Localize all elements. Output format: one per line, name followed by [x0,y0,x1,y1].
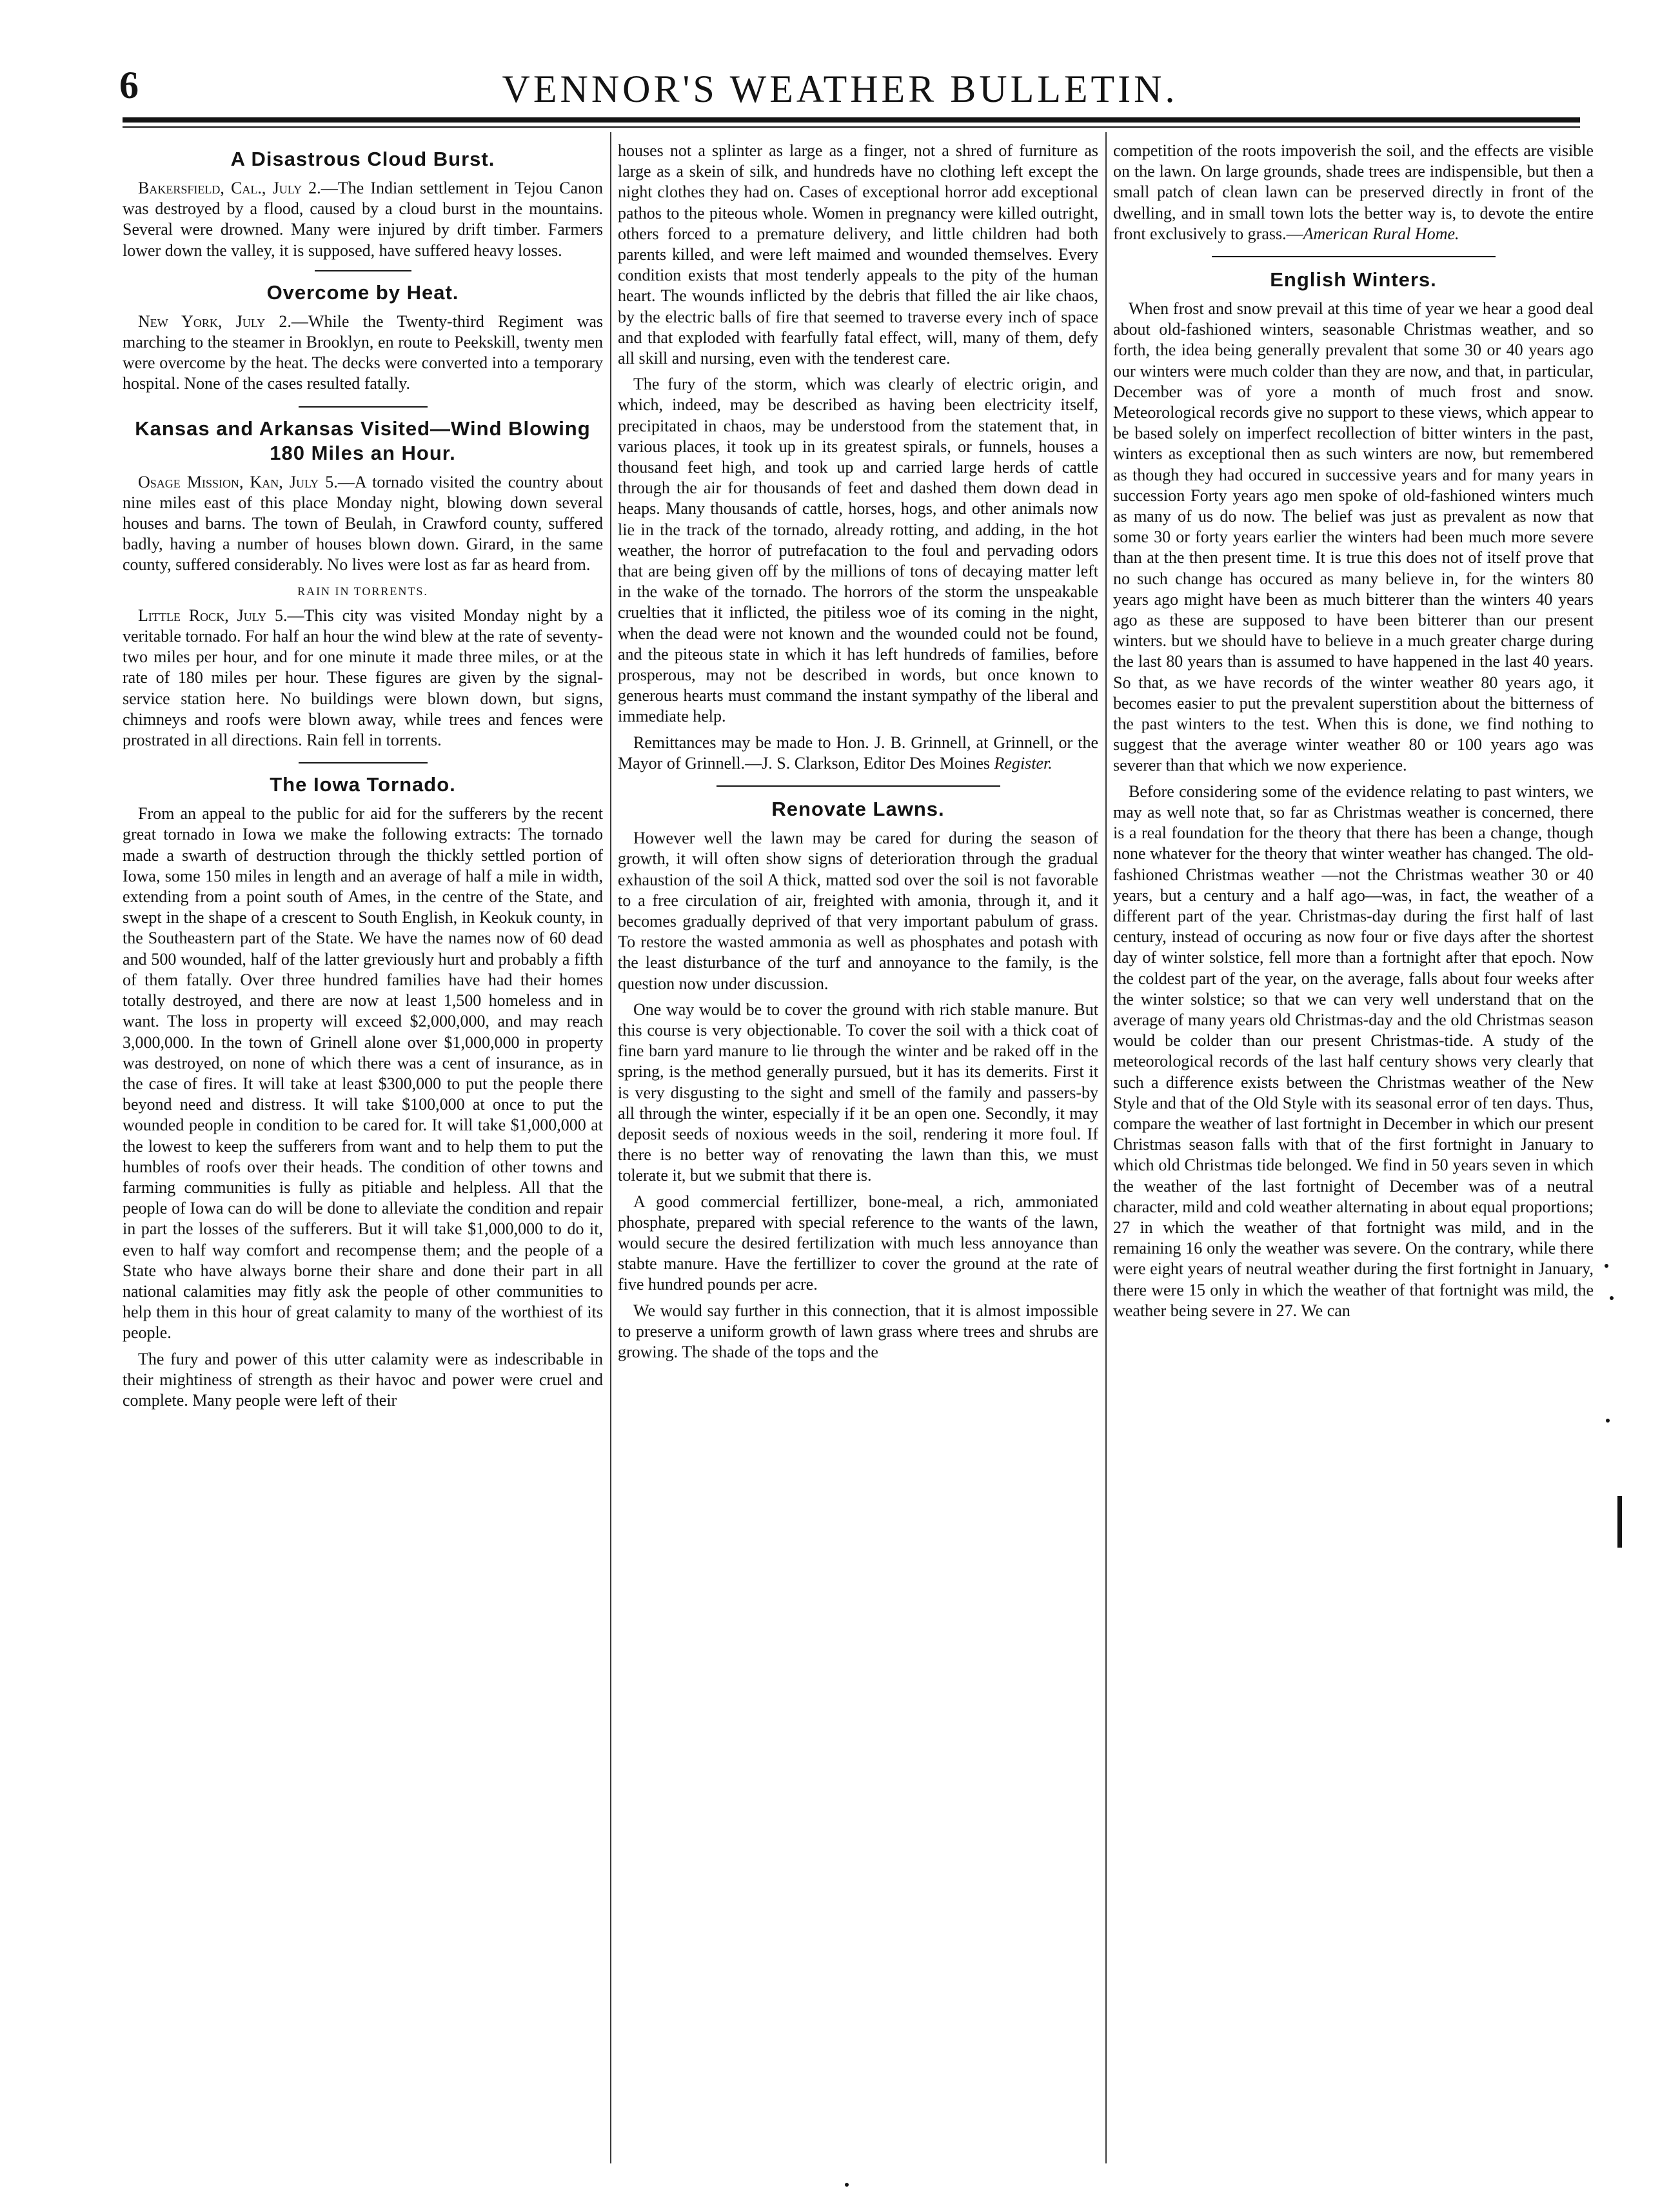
dateline: Bakersfield, Cal., July 2. [138,179,321,197]
article-title: Overcome by Heat. [266,281,459,304]
article-paragraph: One way would be to cover the ground with rich stable manure. But this course is very objectionable. To cover the soil with a thick coat of fine barn yard manure to lie through the winter and be raked off in the spring, is the method generally pursued, but it has its demerits. First it is very disgusting to the sight and smell of the family and passers-by all through the winter, especially if it be an open one. Secondly, it may deposit seeds of noxious weeds in the soil, rendering it more foul. If there is no better way of renovating the lawn than this, we must tolerate it, but we submit that there is. [618,1000,1098,1185]
section-divider [315,270,411,271]
column-1 [123,141,603,2172]
article-title: A Disastrous Cloud Burst. [230,148,495,170]
scan-mark [1617,1496,1622,1548]
article-paragraph [123,311,603,395]
article-paragraph: Before considering some of the evidence relating to past winters, we may as well note that, so far as Christmas weather is concerned, there is a real foundation for the theory that there has been a change, though none whatever for the theory that winter weather has changed. The old-fashioned Christmas weather —not the Christmas weather 30 or 40 years, but a century and a half ago—was, in fact, the weather of a different part of the year. Christmas-day during the first half of last century, instead of occuring as now four or five days after the shortest day of winter solstice, fell more than a fortnight after that epoch. Now the coldest part of the year, on the average, falls about four weeks after the winter solstice; so that we can very well understand that on the average of many years old Christmas-day and the old Christmas season would be colder than our present Christmas-tide. A study of the meteorological records of the last half century shows very clearly that such a difference exists between the Christmas weather of the New Style and that of the Old Style with its seasonal error of ten days. Thus, compare the weather of last fortnight in December in which our present Christmas season falls with that of the first fortnight in January to which old Christmas tide belonged. We find in 50 years seven in which the weather of the last fortnight of December was of a neutral character, mild and cold weather alternating in about equal proportions; 27 in which the weather of that fortnight was mild, and in the remaining 16 only the weather was severe. On the contrary, while there were eight years of neutral weather during the first fortnight in January, there were 15 only in which the weather of that fortnight was mild, the weather being severe in 27. We can [1113,782,1594,1320]
article-paragraph: The fury of the storm, which was clearly of electric origin, and which, indeed, may be described as having been electricity itself, precipitated in chaos, may be understood from the statement that, in various places, it took up in its greatest spirals, or funnels, houses a thousand feet high, and took up and carried large herds of cattle through the air for thousands of feet and dashed them down dead in heaps. Many thousands of cattle, horses, hogs, and other animals now lie in the track of the tornado, already rotting, and adding, in the hot weather, the horror of putrefacation to the foul and pervading odors that are being given off by the millions of tons of decaying matter left in the wake of the tornado. The horrors of the storm the unspeakable cruelties that it inflicted, the pitiless woe of its coming in the night, when the dead were not known and the wounded could not be found, and the piteous state in which it has left hundreds of families, before prosperous, may not be described in words, but once known to generous hearts must command the instant sympathy of the liberal and immediate help. [618,375,1098,726]
publication-title: VENNOR'S WEATHER BULLETIN. [502,68,1178,110]
article-paragraph [618,733,1098,774]
article-paragraph: However well the lawn may be cared for during the season of growth, it will often show signs of deterioration through the gradual exhaustion of the soil A thick, matted sod over the soil is not favorable to a free circulation of air, freighted with amonia, through it, and it becomes gradually deprived of that very important pabulum of grass. To restore the wasted ammonia as well as phosphates and potash with the least disturbance of the turf and annoyance to the family, is the question now under discussion. [618,829,1098,993]
section-divider [716,785,1000,787]
article-paragraph: A good commercial fertillizer, bone-meal, a rich, ammoniated phosphate, prepared with special reference to the wants of the lawn, would secure the desired fertilization with much less annoyance than stabte manure. Have the fertillizer to cover the ground at the rate of five hundred pounds per acre. [618,1192,1098,1294]
article-paragraph [123,178,603,261]
article-paragraph: The fury and power of this utter calamity were as indescribable in their mightiness of strength as their havoc and power were cruel and complete. Many people were left of their [123,1349,603,1410]
section-divider [1212,256,1496,257]
dateline: Osage Mission, Kan, July 5. [138,472,338,491]
article-text: —A tornado visited the country about nine miles east of this place Monday night, blowing down several houses and barns. The town of Beulah, in Crawford county, suffered badly, having a number of houses blown down. Girard, in the same county, suffered considerably. No lives were lost as far as heard from. [123,472,603,575]
dateline: Little Rock, July 5. [138,606,288,625]
article-text: —The Indian settlement in Tejou Canon was destroyed by a flood, caused by a cloud burst in the mountains. Several were drowned. Many were injured by drift timber. Farmers lower down the valley, it is supposed, have suffered heavy losses. [123,179,603,260]
page-number: 6 [119,64,139,106]
header-rule-thick [123,117,1580,123]
article-paragraph: From an appeal to the public for aid for the sufferers by the recent great tornado in Iowa we make the following extracts: The tornado made a swarth of destruction through the thickly settled portion of Iowa, some 150 miles in length and an average of half a mile in width, extending from a point south of Ames, in the centre of the State, and swept in the shape of a crescent to South English, in Keokuk county, in the Southeastern part of the State. We have the names now of 60 dead and 500 wounded, half of the latter greviously hurt and probably a fifth of them fatally. Over three hundred families have had their homes totally destroyed, and there are now at least 1,500 homeless and in want. The loss in property will exceed $2,000,000, and may reach 3,000,000. In the town of Grinell alone over $1,000,000 in property was destroyed, on none of which there was a cent of insurance, as in the case of fires. It will take at least $300,000 to put the people there beyond need and distress. It will take $100,000 at once to put the wounded people in condition to be cared for. It will take $1,000,000 at the lowest to keep the sufferers from want and to help them to put the humbles of roofs over their heads. The condition of other towns and farming communities is fully as pitiable and helpless. All that the people of Iowa can do will be done to alleviate the condition and repair in part the losses of the sufferers. But it will take $1,000,000 to do it, even to half way comfort and recompense them; and the people of a State who have always borne their share and done their part in all national calamities may fitly ask the people of other communities to help them in this hour of great calamity to many of the worthiest of its people. [123,804,603,1343]
article-paragraph [123,606,603,751]
column-separator [1105,132,1107,2163]
section-divider [299,406,428,408]
subheading: RAIN IN TORRENTS. [297,584,428,598]
column-separator [610,132,611,2163]
header-rule-thin [123,126,1580,128]
article-text: Remittances may be made to Hon. J. B. Grinnell, at Grinnell, or the Mayor of Grinnell.—J. S. Clarkson, Editor Des Moines [618,733,1098,773]
article-paragraph: houses not a splinter as large as a finger, not a shred of furniture as large as a skein of silk, and hundreds have no clothing left except the night clothes they had on. Cases of exceptional horror add exceptional pathos to the piteous whole. Women in pregnancy were killed outright, others forced to a premature delivery, and little children had both parents killed, and were left maimed and wounded themselves. Every condition exists that most tenderly appeals to the pity of the human heart. The wounds inflicted by the debris that filled the air like chaos, by the electric balls of fire that seemed to traverse every inch of space and that exploded with fearfully fatal effect, will, many of them, defy all skill and nursing, even with the tenderest care. [618,141,1098,368]
article-paragraph: When frost and snow prevail at this time of year we hear a good deal about old-fashioned winters, seasonable Christmas weather, and so forth, the idea being generally prevalent that some 30 or 40 years ago our winters were much colder than they are now, and that, in particular, December was of yore a month of much frost and snow. Meteorological records give no support to these views, which appear to be based solely on imperfect recollection of bitter winters in the past, winters as exceptional then as such winters are now, but remembered as though they had occured in successive years and for many years in succession Forty years ago men spoke of old-fashioned winters much as many of us do now. The belief was just as prevalent as now that some 30 or forty years earlier the winters had been much more severe than at the then present time. It is true this does not of itself prove that no such change has occured as many believe in, for the winters 80 years ago might have been as much bitterer than the winters 40 years ago as these are supposed to have been bitterer than our present winters. but we should have to believe in a much greater charge during the last 80 years than is assumed to have happened in the last 40 years. So that, as we have records of the winter weather 80 years ago, it becomes easier to put the prevalent superstition about the bitterness of the past winters to the test. When this is done, we find nothing to suggest that the average winter weather 80 or 100 years ago was severer than that which we now experience. [1113,299,1594,775]
scan-mark [1610,1296,1614,1300]
article-title: Renovate Lawns. [771,798,945,821]
source-credit: American Rural Home. [1303,224,1459,243]
article-title: English Winters. [1270,268,1437,291]
article-text: competition of the roots impoverish the soil, and the effects are visible on the lawn. On large grounds, shade trees are indispensible, but then a small patch of clean lawn can be preserved directly in front of the dwelling, and in small town lots the better way is, to devote the entire front exclusively to grass.— [1113,141,1594,243]
article-title: Kansas and Arkansas Visited—Wind Blowing 180 Miles an Hour. [135,417,591,464]
scan-mark [845,2183,849,2187]
article-text: —While the Twenty-third Regiment was marching to the steamer in Brooklyn, en route to Peekskill, twenty men were overcome by the heat. The decks were converted into a temporary hospital. None of the cases resulted fatally. [123,311,603,393]
column-2 [618,141,1098,2172]
dateline: New York, July 2. [138,311,292,331]
scan-mark [1605,1264,1608,1268]
article-paragraph [1113,141,1594,244]
article-paragraph [123,472,603,576]
scan-mark [1606,1419,1610,1423]
newspaper-name: Register. [994,753,1052,773]
column-3 [1113,141,1594,2172]
section-divider [299,762,428,763]
article-paragraph: We would say further in this connection, that it is almost impossible to preserve a uniform growth of lawn grass where trees and shrubs are growing. The shade of the tops and the [618,1301,1098,1361]
article-text: —This city was visited Monday night by a veritable tornado. For half an hour the wind blew at the rate of seventy-two miles per hour, and for one minute it made three miles, or at the rate of 180 miles per hour. These figures are given by the signal-service station here. No buildings were blown down, but signs, chimneys and roofs were blown away, while trees and fences were prostrated in all directions. Rain fell in torrents. [123,606,603,750]
article-title: The Iowa Tornado. [270,773,456,796]
